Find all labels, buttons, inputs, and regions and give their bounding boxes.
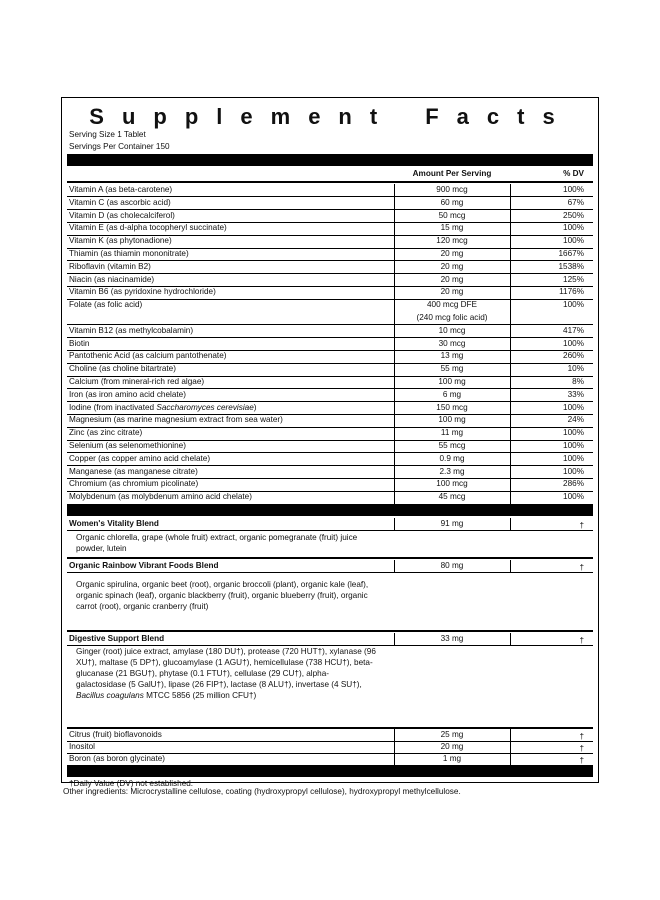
column-divider	[510, 274, 511, 287]
title-word: Supplement	[89, 104, 396, 129]
column-divider	[394, 389, 395, 402]
nutrient-name-text: Molybdenum (as molybdenum amino acid chelate)	[69, 492, 252, 502]
nutrient-dv: 417%	[563, 325, 584, 335]
other-ingredients: Other ingredients: Microcrystalline cellulose, coating (hydroxypropyl cellulose), hydroxypropyl methylcellulose.	[63, 787, 461, 796]
column-divider	[510, 197, 511, 210]
column-divider	[510, 248, 511, 261]
nutrient-amount: 20 mg	[440, 274, 464, 284]
nutrient-name	[69, 325, 193, 336]
column-divider	[394, 633, 395, 646]
nutrient-name-text: Biotin	[69, 338, 90, 348]
blend-description	[76, 579, 376, 612]
column-divider	[394, 299, 395, 325]
nutrient-name	[69, 389, 186, 400]
dv-footnote: †Daily Value (DV) not established.	[69, 779, 194, 789]
nutrient-name	[69, 338, 89, 349]
row-divider	[67, 337, 593, 338]
ingredient-amount: 25 mg	[440, 730, 464, 740]
nutrient-dv: 100%	[563, 441, 584, 450]
nutrient-name-text: Vitamin D (as cholecalciferol)	[69, 210, 175, 220]
column-divider	[510, 491, 511, 504]
blend-name: Women's Vitality Blend	[69, 519, 159, 528]
nutrient-amount: 10 mcg	[438, 325, 466, 335]
nutrient-amount: 20 mg	[440, 261, 464, 271]
nutrient-amount: 400 mcg DFE	[426, 300, 478, 310]
nutrient-amount: 20 mg	[440, 249, 464, 258]
blend-dv: †	[579, 635, 584, 645]
nutrient-name	[69, 274, 154, 285]
nutrient-name-text: Vitamin E (as d-alpha tocopheryl succinate)	[69, 223, 227, 233]
column-divider	[394, 753, 395, 765]
column-divider	[510, 633, 511, 646]
nutrient-dv: 24%	[567, 415, 584, 425]
nutrient-name	[69, 210, 175, 221]
nutrient-amount: 150 mcg	[436, 402, 468, 412]
nutrient-name	[69, 414, 283, 425]
column-divider	[510, 376, 511, 389]
supplement-facts-panel	[61, 97, 599, 789]
ingredient-dv: †	[579, 744, 584, 754]
nutrient-amount: 100 mg	[438, 415, 466, 425]
nutrient-amount: 11 mg	[440, 428, 464, 438]
nutrient-amount: 100 mcg	[436, 479, 468, 489]
column-divider	[510, 350, 511, 363]
nutrient-name	[69, 376, 204, 387]
column-divider	[510, 518, 511, 531]
column-divider	[510, 478, 511, 491]
nutrient-name-italic: Saccharomyces cerevisiae	[156, 402, 254, 412]
nutrient-amount: 2.3 mg	[439, 466, 465, 476]
nutrient-name	[69, 261, 151, 272]
top-divider-bar	[67, 154, 593, 166]
nutrient-dv: 100%	[563, 185, 584, 194]
blend-dv: †	[579, 562, 584, 572]
column-divider	[510, 338, 511, 351]
nutrient-name	[69, 491, 252, 502]
column-divider	[394, 466, 395, 479]
nutrient-amount: 6 mg	[442, 389, 462, 399]
column-divider	[394, 363, 395, 376]
nutrient-name-text: Copper (as copper amino acid chelate)	[69, 453, 211, 463]
nutrient-amount: 120 mcg	[436, 236, 468, 246]
nutrient-amount: 0.9 mg	[439, 453, 465, 463]
nutrient-name-text: Choline (as choline bitartrate)	[69, 364, 176, 374]
ingredient-name: Inositol	[69, 742, 95, 752]
row-divider	[67, 572, 593, 573]
nutrient-name	[69, 299, 142, 310]
nutrient-amount: 60 mg	[440, 197, 464, 207]
nutrient-dv: 100%	[563, 453, 584, 463]
nutrient-name	[69, 363, 176, 374]
column-divider	[510, 325, 511, 338]
column-divider	[394, 414, 395, 427]
ingredient-dv: †	[579, 732, 584, 742]
nutrient-name-text: Iodine (from inactivated	[69, 402, 157, 412]
column-divider	[394, 197, 395, 210]
ingredient-amount: 20 mg	[440, 742, 464, 752]
blend-description-text: Ginger (root) juice extract, amylase (180 DU†), protease (720 HUT†), xylanase (96 XU†), maltase (5 DP†), glucoamylase (1 AGU†), hemicellulase (738 HCU†), beta-glucanase (21 BGU†), phytase (0.1 FTU†), cellulase (29 CU†), alpha-galactosidase (5 GalU†), lipase (26 FIP†), lactase (8 ALU†), invertase (4 SU†),	[76, 647, 376, 690]
column-divider	[394, 350, 395, 363]
nutrient-name-text: Zinc (as zinc citrate)	[69, 428, 143, 438]
column-divider	[510, 466, 511, 479]
nutrient-dv: 100%	[563, 492, 584, 502]
column-divider	[394, 286, 395, 299]
blend-amount: 33 mg	[440, 633, 464, 643]
blend-description-text: Organic chlorella, grape (whole fruit) extract, organic pomegranate (fruit) juice powder, lutein	[76, 532, 358, 553]
nutrient-name-text: Chromium (as chromium picolinate)	[69, 479, 199, 489]
nutrient-name	[69, 440, 186, 451]
column-divider	[510, 427, 511, 440]
nutrient-dv: 100%	[563, 236, 584, 246]
nutrient-dv: 100%	[563, 402, 584, 412]
column-divider	[394, 440, 395, 453]
nutrient-amount: 55 mg	[440, 364, 464, 374]
nutrient-dv: 100%	[563, 338, 584, 348]
column-divider	[394, 741, 395, 753]
nutrient-name-text: Selenium (as selenomethionine)	[69, 441, 186, 450]
ingredient-dv: †	[579, 756, 584, 766]
column-divider	[394, 325, 395, 338]
column-divider	[510, 363, 511, 376]
column-divider	[394, 478, 395, 491]
ingredient-name: Boron (as boron glycinate)	[69, 754, 166, 764]
nutrient-dv: 260%	[563, 351, 584, 361]
column-divider	[394, 184, 395, 197]
blend-amount: 91 mg	[440, 519, 464, 528]
blend-description-text: Organic spirulina, organic beet (root), organic broccoli (plant), organic kale (leaf), organic spinach (leaf), organic blackberry (fruit), organic blueberry (fruit), organic carrot (root), organic cranberry (fruit)	[76, 579, 369, 611]
nutrient-dv: 100%	[563, 300, 584, 310]
nutrient-dv: 286%	[563, 479, 584, 489]
blend-name: Digestive Support Blend	[69, 633, 165, 643]
column-divider	[394, 453, 395, 466]
nutrient-dv: 1538%	[558, 261, 584, 271]
column-divider	[510, 210, 511, 223]
nutrient-dv: 100%	[563, 223, 584, 233]
column-divider	[394, 402, 395, 415]
column-divider	[510, 184, 511, 197]
blend-name: Organic Rainbow Vibrant Foods Blend	[69, 560, 219, 570]
nutrient-amount: 50 mcg	[438, 210, 466, 220]
column-divider	[510, 453, 511, 466]
ingredient-amount: 1 mg	[442, 754, 462, 764]
nutrient-dv: 10%	[567, 364, 584, 374]
nutrient-name-text: Thiamin (as thiamin mononitrate)	[69, 249, 189, 258]
nutrient-name-text: Riboflavin (vitamin B2)	[69, 261, 151, 271]
nutrient-amount: 45 mcg	[438, 492, 466, 502]
nutrient-amount: 20 mg	[440, 287, 464, 297]
column-divider	[510, 560, 511, 573]
nutrient-name-suffix: )	[253, 402, 257, 412]
blend-amount: 80 mg	[440, 560, 464, 570]
nutrient-name	[69, 286, 216, 297]
blend-description	[76, 532, 376, 554]
row-divider	[67, 427, 593, 428]
nutrient-amount: 15 mg	[440, 223, 464, 233]
blend-description	[76, 646, 376, 701]
nutrient-name	[69, 427, 142, 438]
nutrient-dv: 67%	[567, 197, 584, 207]
column-divider	[394, 729, 395, 741]
row-divider	[67, 299, 593, 300]
bottom-divider-bar	[67, 766, 593, 777]
column-divider	[394, 338, 395, 351]
column-divider	[394, 210, 395, 223]
column-divider	[510, 389, 511, 402]
column-divider	[510, 286, 511, 299]
nutrient-amount: 900 mcg	[436, 185, 468, 194]
nutrient-amount-detail: (240 mcg folic acid)	[416, 313, 488, 322]
column-divider	[510, 222, 511, 235]
column-divider	[510, 402, 511, 415]
nutrient-name	[69, 222, 227, 233]
nutrient-name-text: Vitamin K (as phytonadione)	[69, 236, 172, 246]
column-divider	[394, 274, 395, 287]
nutrient-name-text: Vitamin C (as ascorbic acid)	[69, 197, 171, 207]
nutrient-amount: 30 mcg	[438, 338, 466, 348]
section-divider-bar	[67, 505, 593, 516]
dv-header: % DV	[563, 169, 584, 178]
nutrient-name	[69, 184, 172, 195]
nutrient-dv: 1667%	[558, 249, 584, 258]
column-divider	[394, 427, 395, 440]
column-divider	[510, 261, 511, 274]
nutrient-dv: 8%	[572, 377, 584, 386]
servings-per-container: Servings Per Container 150	[69, 142, 170, 151]
nutrient-name	[69, 466, 198, 477]
nutrient-name-text: Vitamin A (as beta-carotene)	[69, 185, 173, 194]
nutrient-amount: 100 mg	[438, 377, 466, 386]
column-divider	[510, 753, 511, 765]
nutrient-dv: 1176%	[559, 287, 584, 297]
column-divider	[394, 248, 395, 261]
nutrient-dv: 33%	[567, 389, 584, 399]
column-divider	[394, 235, 395, 248]
ingredient-name: Citrus (fruit) bioflavonoids	[69, 730, 162, 740]
nutrient-name-text: Niacin (as niacinamide)	[69, 274, 155, 284]
nutrient-amount: 13 mg	[440, 351, 464, 361]
nutrient-name	[69, 453, 210, 464]
column-divider	[394, 261, 395, 274]
column-divider	[510, 741, 511, 753]
nutrient-name-text: Manganese (as manganese citrate)	[69, 466, 198, 476]
nutrient-dv: 100%	[563, 428, 584, 438]
nutrient-name	[69, 350, 226, 361]
column-divider	[394, 518, 395, 531]
nutrient-name-text: Folate (as folic acid)	[69, 300, 143, 310]
panel-title	[62, 104, 600, 130]
nutrient-dv: 250%	[563, 210, 584, 220]
nutrient-name	[69, 402, 257, 413]
serving-size: Serving Size 1 Tablet	[69, 130, 146, 139]
nutrient-name-text: Calcium (from mineral-rich red algae)	[69, 377, 205, 386]
nutrient-dv: 100%	[563, 466, 584, 476]
nutrient-name	[69, 197, 171, 208]
title-word: Facts	[425, 104, 573, 129]
nutrient-name-text: Vitamin B12 (as methylcobalamin)	[69, 325, 194, 335]
nutrient-name-text: Pantothenic Acid (as calcium pantothenate)	[69, 351, 227, 361]
nutrient-name	[69, 478, 198, 489]
nutrient-dv: 125%	[563, 274, 584, 284]
blend-dv: †	[579, 521, 584, 530]
column-divider	[510, 235, 511, 248]
nutrient-name-text: Iron (as iron amino acid chelate)	[69, 389, 186, 399]
blend-description-suffix: MTCC 5856 (25 million CFU†)	[143, 691, 257, 701]
amount-header: Amount Per Serving	[412, 169, 492, 178]
column-divider	[510, 299, 511, 325]
nutrient-name	[69, 248, 189, 259]
row-divider	[67, 741, 593, 742]
column-divider	[510, 729, 511, 741]
column-divider	[510, 414, 511, 427]
column-divider	[394, 222, 395, 235]
column-divider	[394, 491, 395, 504]
column-divider	[510, 440, 511, 453]
nutrient-name	[69, 235, 172, 246]
header-divider	[67, 181, 593, 183]
blend-description-italic: Bacillus coagulans	[76, 691, 144, 701]
column-divider	[394, 376, 395, 389]
nutrient-name-text: Vitamin B6 (as pyridoxine hydrochloride)	[69, 287, 216, 297]
nutrient-amount: 55 mcg	[438, 441, 466, 450]
column-divider	[394, 560, 395, 573]
nutrient-name-text: Magnesium (as marine magnesium extract from sea water)	[69, 415, 283, 425]
